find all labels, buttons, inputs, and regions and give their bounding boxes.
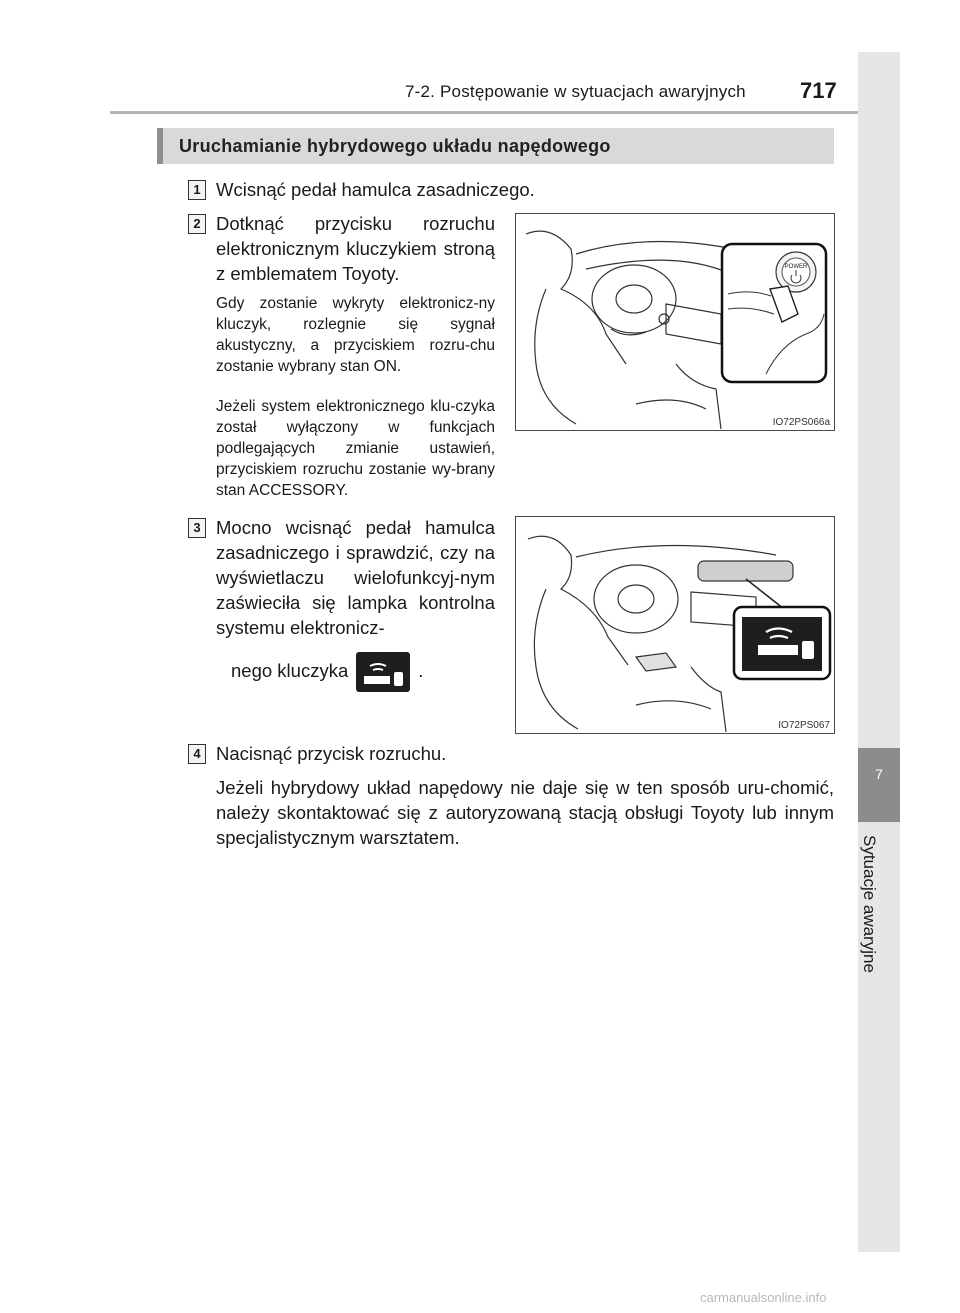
step-4-text: Nacisnąć przycisk rozruchu. [216,743,447,764]
step-3-text-cont-label: nego kluczyka [231,659,349,681]
running-header: 7-2. Postępowanie w sytuacjach awaryjnych [405,82,746,101]
step-3-text-cont [231,652,491,692]
step-4-note: Jeżeli hybrydowy układ napędowy nie daje się w ten sposób uru-chomić, należy skontaktować się z autoryzowaną stacją obsługi Toyoty lub innym specjalistycznym warsztatem. [216,777,834,848]
page-number: 717 [800,78,837,103]
chapter-side-tab [858,52,900,1252]
figure-dashboard-illustration [516,517,835,734]
figure-dashboard-indicator [515,516,835,734]
step-2-note-2: Jeżeli system elektronicznego klu-czyka został wyłączony w funkcjach podlegających zmianie ustawień, przyciskiem rozruchu zostanie wy-brany stan ACCESSORY. [216,398,495,499]
section-title: Uruchamianie hybrydowego układu napędowego [179,136,611,156]
power-button-label: POWER [784,264,808,270]
chapter-number: 7 [875,766,883,782]
section-title-bar [157,128,834,164]
figure-power-button-illustration [516,214,835,431]
watermark: carmanualsonline.info [700,1290,827,1305]
step-3-text-end: . [418,659,424,681]
chapter-number-tab [858,748,900,822]
step-number-2: 2 [188,214,206,234]
figure-2-code: IO72PS067 [778,720,830,731]
header-rule [110,111,858,114]
step-2-text: Dotknąć przycisku rozruchu elektronicznym kluczykiem stroną z emblematem Toyoty. [216,213,495,284]
chapter-label: Sytuacje awaryjne [860,835,879,973]
figure-power-button [515,213,835,431]
step-3-text: Mocno wcisnąć pedał hamulca zasadniczego i sprawdzić, czy na wyświetlaczu wielofunkcyj-nym zaświeciła się lampka kontrolna systemu elektronicz- [216,517,495,638]
step-number-3: 3 [188,518,206,538]
figure-1-code: IO72PS066a [772,417,830,428]
step-number-4: 4 [188,744,206,764]
step-2-note-1: Gdy zostanie wykryty elektronicz-ny kluczyk, rozlegnie się sygnał akustyczny, a przyciskiem rozru-chu zostanie wybrany stan ON. [216,295,495,375]
smart-key-indicator-icon [356,652,410,692]
step-1-text: Wcisnąć pedał hamulca zasadniczego. [216,179,535,200]
step-number-1: 1 [188,180,206,200]
